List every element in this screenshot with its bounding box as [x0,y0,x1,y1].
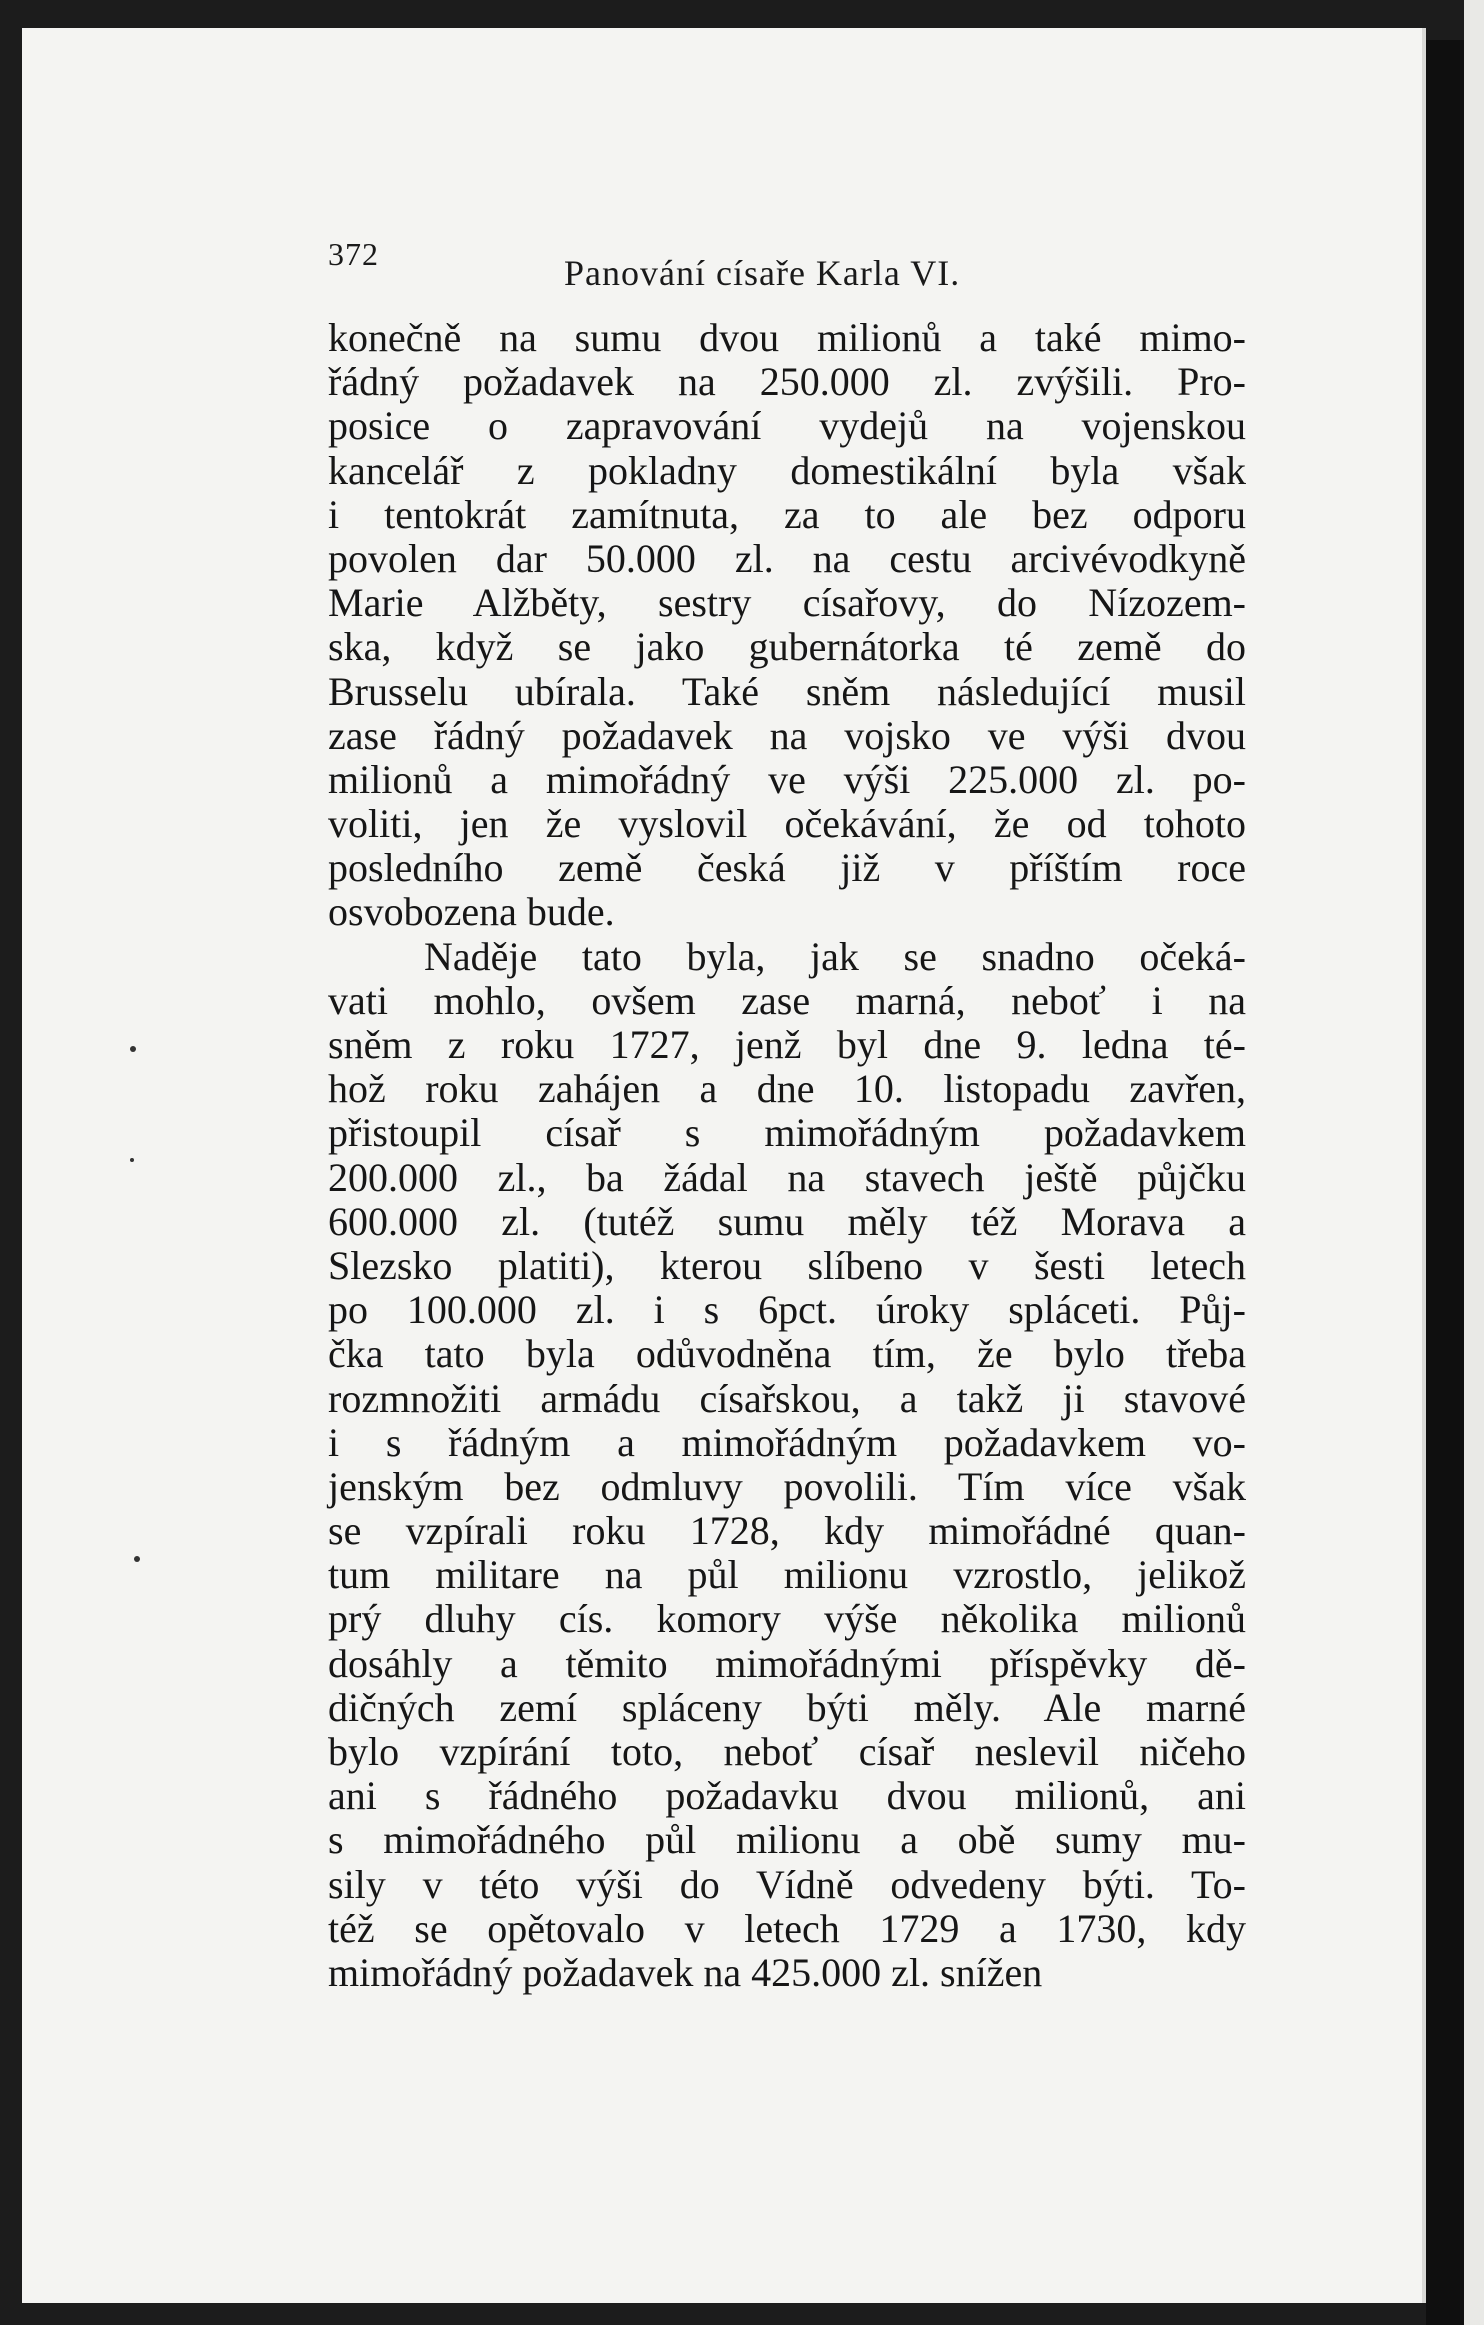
text-line: sněm z roku 1727, jenž byl dne 9. ledna té- [328,1022,1246,1067]
page-header [328,236,1248,296]
text-line: zase řádný požadavek na vojsko ve výši dvou [328,712,1246,758]
text-line: čka tato byla odůvodněna tím, že bylo třeba [328,1331,1246,1377]
text-line: konečně na sumu dvou milionů a také mimo- [328,315,1246,360]
text-line: dosáhly a těmito mimořádnými příspěvky dě- [328,1640,1246,1686]
text-line: ska, když se jako gubernátorka té země do [328,624,1246,670]
text-line: posice o zapravování vydejů na vojenskou [328,403,1246,449]
paragraph [328,935,1246,1996]
text-line: vati mohlo, ovšem zase marná, neboť i na [328,977,1246,1023]
text-line: dičných zemí spláceny býti měly. Ale marné [328,1684,1246,1730]
text-line: tum militare na půl milionu vzrostlo, jelikož [328,1552,1246,1598]
text-line: i tentokrát zamítnuta, za to ale bez odporu [328,491,1246,537]
text-line: povolen dar 50.000 zl. na cestu arcivévodkyně [328,535,1246,581]
book-gutter-shadow [1426,40,1466,2325]
text-line: kancelář z pokladny domestikální byla však [328,447,1246,493]
text-line: hož roku zahájen a dne 10. listopadu zavřen, [328,1066,1246,1112]
ink-speck [130,1046,136,1052]
text-line: voliti, jen že vyslovil očekávání, že od tohoto [328,801,1246,847]
text-line: jenským bez odmluvy povolili. Tím více však [328,1463,1246,1509]
text-line: po 100.000 zl. i s 6pct. úroky spláceti. Půj- [328,1287,1246,1333]
text-line: posledního země česká již v příštím roce [328,845,1246,891]
text-line: Slezsko platiti), kterou slíbeno v šesti letech [328,1242,1246,1288]
text-line: bylo vzpírání toto, neboť císař neslevil ničeho [328,1729,1246,1774]
running-title: Panování císaře Karla VI. [564,253,961,293]
paragraph [328,316,1246,935]
text-line: se vzpírali roku 1728, kdy mimořádné quan- [328,1508,1246,1554]
text-line: též se opětovalo v letech 1729 a 1730, kdy [328,1905,1246,1951]
page-number: 372 [328,236,379,272]
text-line: rozmnožiti armádu císařskou, a takž ji stavové [328,1375,1246,1421]
ink-speck [134,1556,140,1562]
text-line: řádný požadavek na 250.000 zl. zvýšili. Pro- [328,359,1246,405]
text-line: 200.000 zl., ba žádal na stavech ještě půjčku [328,1154,1246,1200]
text-line: s mimořádného půl milionu a obě sumy mu- [328,1817,1246,1863]
text-line: milionů a mimořádný ve výši 225.000 zl. po- [328,756,1246,802]
text-line: přistoupil císař s mimořádným požadavkem [328,1110,1246,1156]
text-line: ani s řádného požadavku dvou milionů, ani [328,1773,1246,1819]
ink-speck [130,1158,134,1162]
text-line: sily v této výši do Vídně odvedeny býti. To- [328,1861,1246,1907]
facing-page-edge [1464,0,1484,2325]
text-line: Marie Alžběty, sestry císařovy, do Nízozem- [328,580,1246,626]
text-line: osvobozena bude. [328,889,615,935]
text-line: i s řádným a mimořádným požadavkem vo- [328,1419,1246,1465]
text-line: prý dluhy cís. komory výše několika milionů [328,1596,1246,1642]
text-line: mimořádný požadavek na 425.000 zl. snížen [328,1949,1043,1995]
body-text [328,316,1246,1995]
text-line: Naděje tato byla, jak se snadno očeká- [424,933,1246,979]
text-line: Brusselu ubírala. Také sněm následující musil [328,668,1246,714]
text-line: 600.000 zl. (tutéž sumu měly též Morava a [328,1198,1246,1244]
